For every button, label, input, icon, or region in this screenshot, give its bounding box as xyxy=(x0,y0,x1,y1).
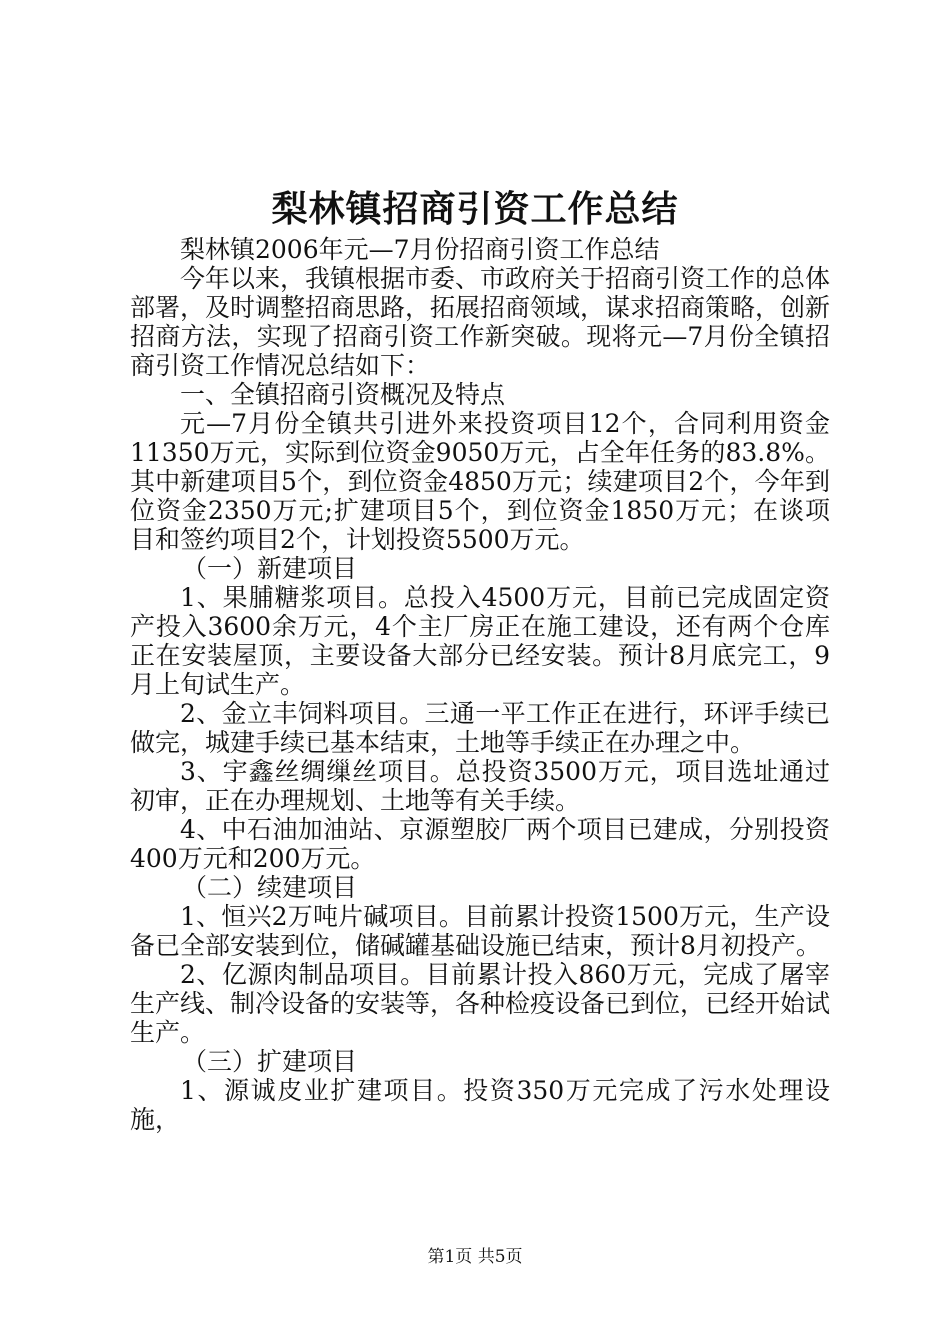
subsection-heading: （三）扩建项目 xyxy=(182,1047,358,1076)
paragraph: 2、亿源肉制品项目。目前累计投入860万元，完成了屠宰生产线、制冷设备的安装等，各种检疫设备已到位，已经开始试生产。 xyxy=(130,960,831,1047)
paragraph: 1、果脯糖浆项目。总投入4500万元，目前已完成固定资产投入3600余万元，4个主厂房正在施工建设，还有两个仓库正在安装屋顶，主要设备大部分已经安装。预计8月底完工，9月上旬试生产。 xyxy=(130,583,830,699)
document-title: 梨林镇招商引资工作总结 xyxy=(271,188,679,230)
paragraph: 梨林镇2006年元—7月份招商引资工作总结 xyxy=(180,235,660,264)
subsection-heading: （二）续建项目 xyxy=(182,873,358,902)
section-heading: 一、全镇招商引资概况及特点 xyxy=(180,380,506,409)
paragraph: 4、中石油加油站、京源塑胶厂两个项目已建成，分别投资400万元和200万元。 xyxy=(130,815,830,873)
paragraph: 1、源诚皮业扩建项目。投资350万元完成了污水处理设施， xyxy=(130,1076,830,1134)
page-footer: 第1页 共5页 xyxy=(427,1247,523,1267)
paragraph: 元—7月份全镇共引进外来投资项目12个，合同利用资金11350万元，实际到位资金9050万元，占全年任务的83.8%。其中新建项目5个，到位资金4850万元；续建项目2个，今年到位资金2350万元;扩建项目5个，到位资金1850万元；在谈项目和签约项目2个，计划投资5500万元。 xyxy=(130,409,830,554)
subsection-heading: （一）新建项目 xyxy=(182,554,358,583)
paragraph: 今年以来，我镇根据市委、市政府关于招商引资工作的总体部署，及时调整招商思路，拓展招商领域，谋求招商策略，创新招商方法，实现了招商引资工作新突破。现将元—7月份全镇招商引资工作情况总结如下： xyxy=(130,264,831,380)
paragraph: 3、宇鑫丝绸缫丝项目。总投资3500万元，项目选址通过初审，正在办理规划、土地等有关手续。 xyxy=(130,757,830,815)
paragraph: 1、恒兴2万吨片碱项目。目前累计投资1500万元，生产设备已全部安装到位，储碱罐基础设施已结束，预计8月初投产。 xyxy=(130,902,830,960)
document-body xyxy=(130,235,830,1134)
paragraph: 2、金立丰饲料项目。三通一平工作正在进行，环评手续已做完，城建手续已基本结束，土地等手续正在办理之中。 xyxy=(130,699,830,757)
